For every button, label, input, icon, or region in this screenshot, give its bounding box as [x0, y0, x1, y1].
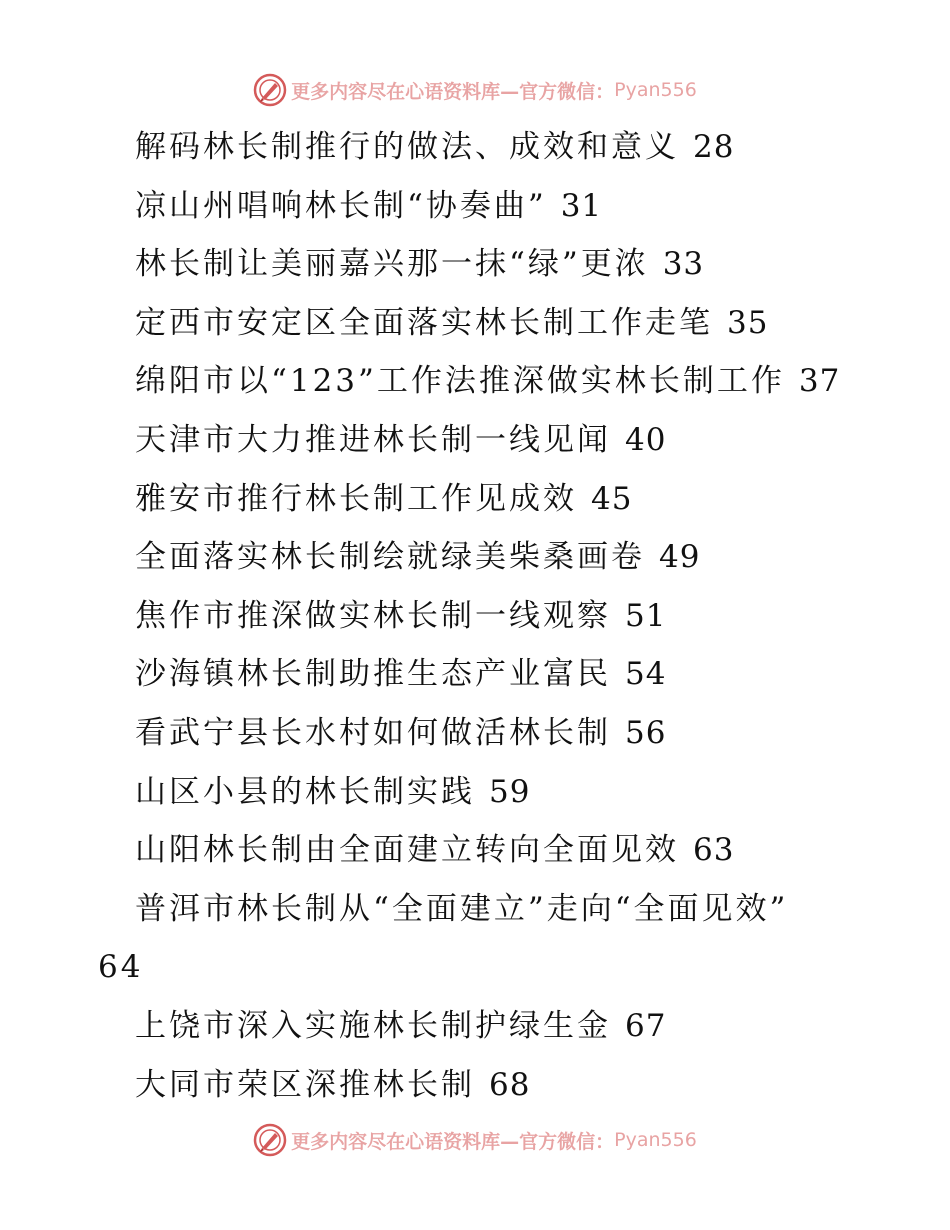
toc-title: 全面落实林长制绘就绿美柴桑画卷 — [135, 539, 645, 576]
toc-entry[interactable] — [0, 821, 950, 880]
pen-logo-icon — [253, 1123, 287, 1157]
toc-page-number: 35 — [727, 304, 769, 341]
toc-entry[interactable] — [0, 997, 950, 1056]
toc-title: 天津市大力推进林长制一线见闻 — [135, 421, 611, 458]
toc-entry[interactable] — [0, 352, 950, 411]
toc-entry[interactable] — [0, 411, 950, 470]
toc-entry[interactable] — [0, 645, 950, 704]
toc-title: 沙海镇林长制助推生态产业富民 — [135, 656, 611, 693]
header-banner — [0, 70, 950, 110]
banner-wechat-id: Pyan556 — [614, 1129, 697, 1151]
toc-entry[interactable] — [0, 118, 950, 177]
toc-page-number: 56 — [625, 714, 667, 751]
toc-page-number: 67 — [625, 1007, 667, 1044]
toc-title: 看武宁县长水村如何做活林长制 — [135, 714, 611, 751]
toc-entry[interactable] — [0, 528, 950, 587]
toc-page-number: 51 — [625, 597, 667, 634]
toc-title: 解码林长制推行的做法、成效和意义 — [135, 129, 679, 165]
toc-entry[interactable] — [0, 1056, 950, 1115]
toc-page-number: 37 — [798, 363, 841, 400]
toc-title: 普洱市林长制从“全面建立”走向“全面见效” — [135, 890, 789, 927]
banner-slogan: 更多内容尽在心语资料库—官方微信： — [291, 80, 615, 103]
toc-entry[interactable] — [0, 294, 950, 353]
toc-title: 定西市安定区全面落实林长制工作走笔 — [135, 304, 713, 341]
toc-title: 绵阳市以“123”工作法推深做实林长制工作 — [135, 363, 785, 400]
toc-page-number: 63 — [693, 832, 735, 869]
toc-title: 林长制让美丽嘉兴那一抹“绿”更浓 — [135, 246, 649, 283]
toc-page-number: 28 — [693, 129, 735, 165]
banner-wechat-id: Pyan556 — [614, 79, 697, 101]
toc-page-number: 45 — [591, 480, 633, 517]
toc-entry[interactable] — [0, 880, 950, 939]
toc-entry-page-wrap — [0, 938, 950, 997]
footer-banner — [0, 1120, 950, 1160]
toc-title: 凉山州唱响林长制“协奏曲” — [135, 187, 547, 224]
toc-page-number: 33 — [662, 246, 705, 283]
toc-entry[interactable] — [0, 704, 950, 763]
toc-page-number: 68 — [489, 1066, 531, 1103]
toc-entry[interactable] — [0, 763, 950, 822]
toc-page-number: 31 — [560, 187, 603, 224]
toc-entry[interactable] — [0, 470, 950, 529]
toc-title: 大同市荣区深推林长制 — [135, 1066, 475, 1103]
pen-logo-icon — [253, 73, 287, 107]
toc-page-number: 40 — [625, 421, 667, 458]
toc-entry[interactable] — [0, 235, 950, 294]
toc-page-number: 59 — [489, 773, 531, 810]
table-of-contents — [0, 118, 950, 1114]
toc-page-number: 54 — [625, 656, 667, 693]
toc-title: 上饶市深入实施林长制护绿生金 — [135, 1007, 611, 1044]
toc-entry[interactable] — [0, 587, 950, 646]
banner-slogan: 更多内容尽在心语资料库—官方微信： — [291, 1130, 615, 1153]
toc-page-number: 64 — [98, 949, 144, 986]
toc-title: 雅安市推行林长制工作见成效 — [135, 480, 577, 517]
toc-entry[interactable] — [0, 177, 950, 236]
toc-title: 焦作市推深做实林长制一线观察 — [135, 597, 611, 634]
toc-page-number: 49 — [659, 539, 701, 576]
toc-title: 山区小县的林长制实践 — [135, 773, 475, 810]
toc-title: 山阳林长制由全面建立转向全面见效 — [135, 832, 679, 869]
